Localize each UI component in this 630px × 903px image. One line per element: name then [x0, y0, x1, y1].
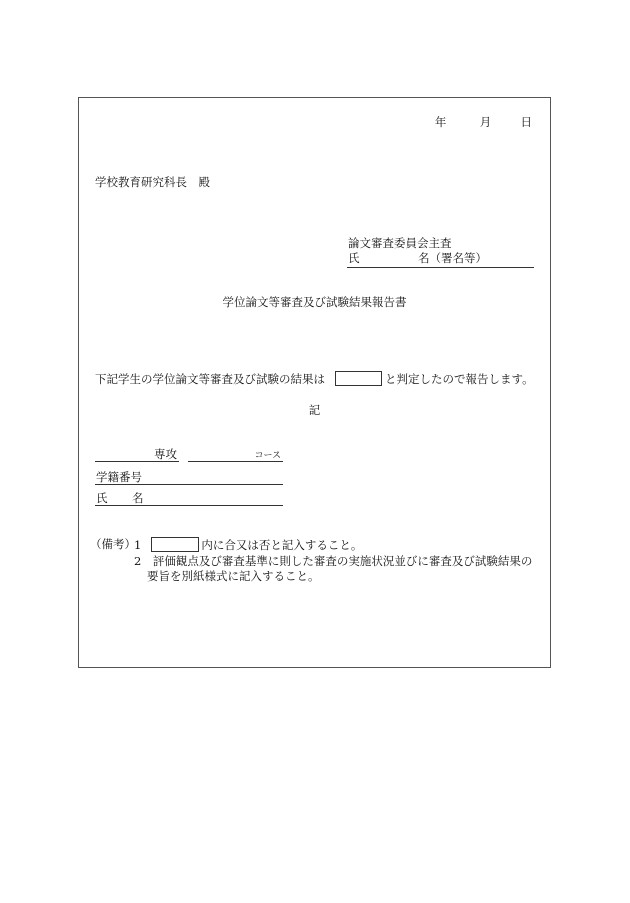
- student-id-label: 学籍番号: [96, 470, 142, 484]
- student-name-field[interactable]: [95, 490, 283, 506]
- course-field[interactable]: [188, 446, 283, 462]
- statement-after: と判定したので報告します。: [385, 371, 534, 386]
- note-1-text: 内に合又は否と記入すること。: [201, 537, 363, 552]
- note-1: [134, 537, 362, 552]
- note-2-line-2: 要旨を別紙様式に記入すること。: [147, 569, 320, 583]
- student-name-label-2: 名: [132, 491, 144, 505]
- statement-before: 下記学生の学位論文等審査及び試験の結果は: [95, 371, 325, 386]
- major-field[interactable]: [95, 446, 179, 462]
- signature-name-label: 氏: [348, 251, 360, 265]
- course-label: コース: [254, 451, 281, 461]
- major-course-row: [95, 446, 283, 461]
- date-line: [435, 115, 532, 129]
- committee-chair-label: 論文審査委員会主査: [348, 236, 452, 250]
- note-1-box: [151, 537, 199, 552]
- month-label: 月: [479, 115, 492, 129]
- student-id-field[interactable]: [95, 469, 283, 485]
- ki-heading: 記: [308, 403, 321, 417]
- major-label: 専攻: [154, 447, 177, 461]
- document-title: 学位論文等審査及び試験結果報告書: [222, 295, 407, 309]
- year-label: 年: [434, 115, 447, 129]
- statement: [95, 371, 534, 386]
- remarks-label: （備考）: [90, 537, 136, 551]
- judgment-box[interactable]: [335, 371, 382, 386]
- signature-field[interactable]: [347, 251, 534, 268]
- note-1-number: 1: [134, 537, 142, 552]
- addressee: 学校教育研究科長 殿: [95, 175, 210, 189]
- signature-name-suffix: 名（署名等）: [418, 251, 487, 265]
- student-name-label-1: 氏: [96, 491, 108, 505]
- day-label: 日: [520, 115, 532, 129]
- report-form: [78, 97, 551, 668]
- note-2-line-1: 2 評価観点及び審査基準に則した審査の実施状況並びに審査及び試験結果の: [134, 554, 533, 568]
